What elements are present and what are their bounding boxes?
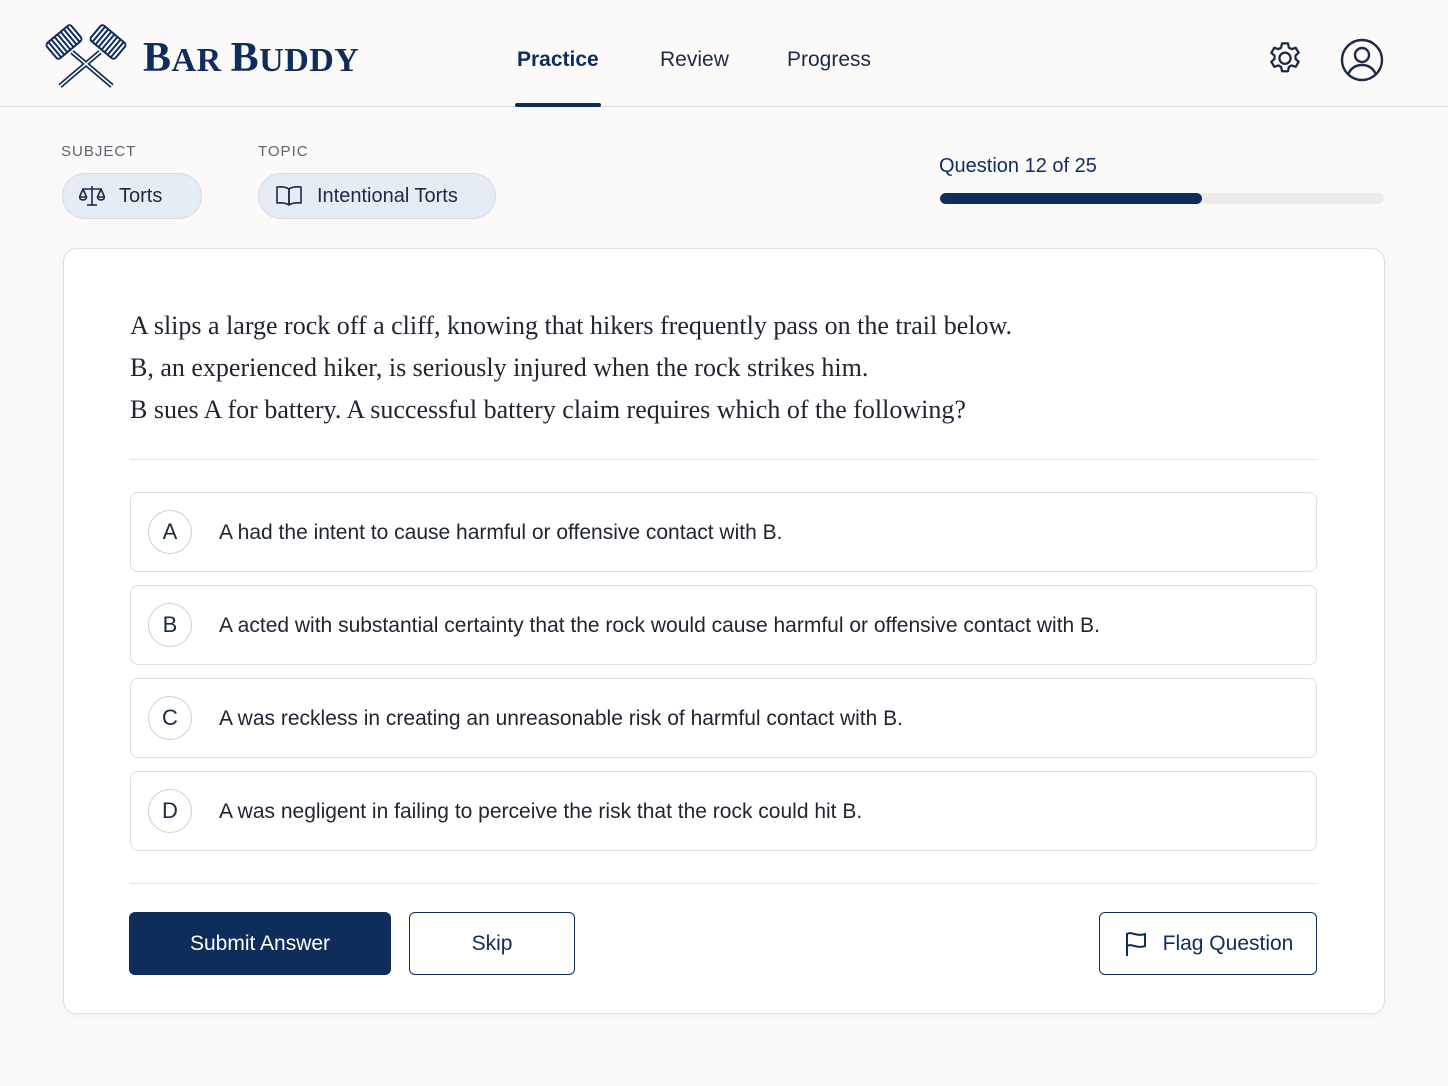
option-letter-badge: B: [148, 603, 192, 647]
subject-label: SUBJECT: [61, 143, 137, 160]
option-text: A had the intent to cause harmful or offensive contact with B.: [219, 521, 783, 544]
subject-value: Torts: [119, 184, 163, 207]
divider: [130, 459, 1317, 460]
user-avatar-icon[interactable]: [1339, 37, 1385, 83]
topic-value: Intentional Torts: [317, 184, 458, 207]
answer-option-b[interactable]: [130, 585, 1317, 665]
answer-option-a[interactable]: [130, 492, 1317, 572]
option-letter-badge: A: [148, 510, 192, 554]
tab-progress[interactable]: Progress: [787, 48, 872, 71]
topic-chip[interactable]: [258, 173, 496, 219]
app-brand-name: BAR BUDDY: [143, 35, 360, 81]
flag-question-label: Flag Question: [1162, 931, 1294, 955]
submit-answer-button[interactable]: Submit Answer: [129, 912, 391, 975]
option-text: A was reckless in creating an unreasonable risk of harmful contact with B.: [219, 707, 903, 730]
question-line: A slips a large rock off a cliff, knowing that hikers frequently pass on the trail below.: [130, 311, 1013, 340]
scales-icon: [79, 184, 105, 208]
topic-label: TOPIC: [258, 143, 309, 160]
crossed-gavels-logo-icon: [42, 22, 130, 92]
option-text: A acted with substantial certainty that the rock would cause harmful or offensive contact with B.: [219, 614, 1100, 637]
answer-option-d[interactable]: [130, 771, 1317, 851]
gear-icon[interactable]: [1264, 39, 1306, 81]
progress-bar-fill: [940, 193, 1202, 204]
skip-button[interactable]: Skip: [409, 912, 575, 975]
flag-question-button[interactable]: [1099, 912, 1317, 975]
option-text: A was negligent in failing to perceive the risk that the rock could hit B.: [219, 800, 863, 823]
active-tab-indicator: [515, 103, 601, 107]
flag-icon: [1123, 930, 1149, 958]
top-header: [0, 0, 1448, 107]
question-card: [63, 248, 1385, 1014]
option-letter-badge: D: [148, 789, 192, 833]
answer-option-c[interactable]: [130, 678, 1317, 758]
question-line: B, an experienced hiker, is seriously injured when the rock strikes him.: [130, 353, 869, 382]
tab-practice[interactable]: Practice: [517, 48, 599, 71]
progress-bar: [940, 193, 1384, 204]
divider: [130, 883, 1317, 884]
tab-review[interactable]: Review: [660, 48, 729, 71]
question-stem: [130, 305, 1280, 431]
question-line: B sues A for battery. A successful battery claim requires which of the following?: [130, 395, 966, 424]
book-icon: [275, 185, 303, 207]
question-progress-text: Question 12 of 25: [939, 155, 1097, 177]
subject-chip[interactable]: [62, 173, 202, 219]
option-letter-badge: C: [148, 696, 192, 740]
